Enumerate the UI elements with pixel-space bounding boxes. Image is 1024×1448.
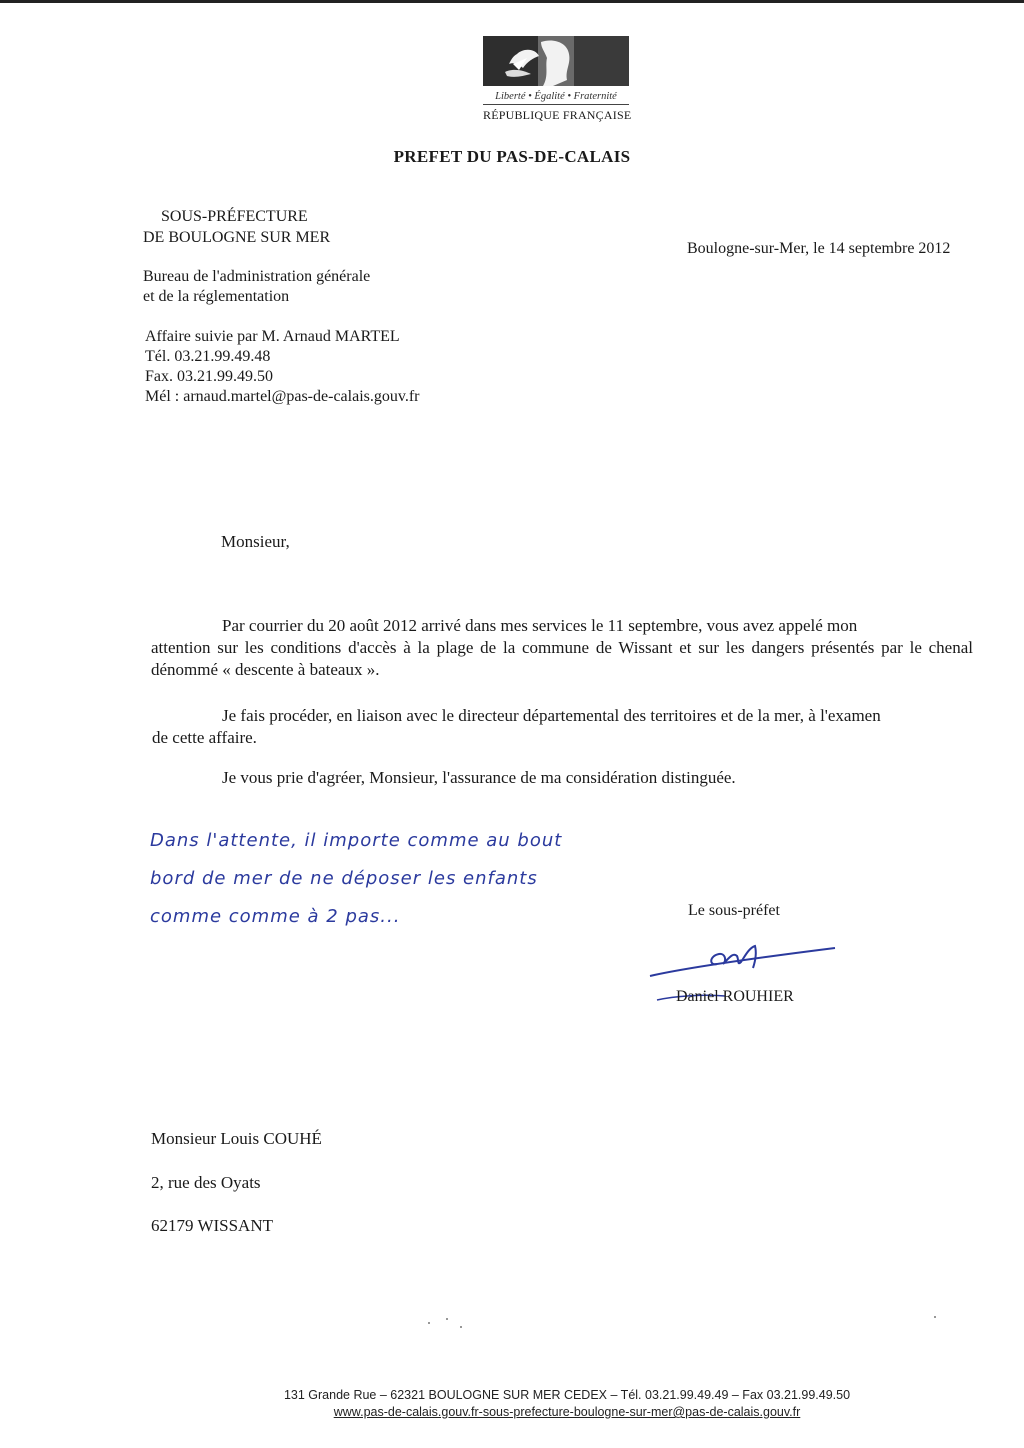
footer-links[interactable]: www.pas-de-calais.gouv.fr-sous-prefecture-boulogne-sur-mer@pas-de-calais.gouv.fr (333, 1405, 801, 1419)
scan-speck (446, 1318, 448, 1320)
handwritten-line-1: Dans l'attente, il importe comme au bout (150, 830, 563, 851)
paragraph-1-first-line: Par courrier du 20 août 2012 arrivé dans mes services le 11 septembre, vous avez appelé mon (222, 616, 858, 635)
office-line-2: DE BOULOGNE SUR MER (143, 229, 331, 246)
date-line: Boulogne-sur-Mer, le 14 septembre 2012 (687, 240, 951, 257)
bureau-line-2: et de la réglementation (143, 288, 290, 305)
bureau-line-1: Bureau de l'administration générale (143, 268, 371, 285)
recipient-name: Monsieur Louis COUHÉ (151, 1129, 322, 1148)
paragraph-2-rest: de cette affaire. (152, 728, 257, 747)
republic-motto: Liberté • Égalité • Fraternité (495, 91, 617, 102)
recipient-city: 62179 WISSANT (151, 1216, 273, 1235)
scan-speck (934, 1316, 936, 1318)
scan-speck (460, 1326, 462, 1328)
handwritten-note (150, 822, 563, 936)
republic-label: RÉPUBLIQUE FRANÇAISE (483, 108, 632, 122)
handwritten-line-3: comme comme à 2 pas... (150, 906, 401, 927)
sender-email: Mél : arnaud.martel@pas-de-calais.gouv.fr (145, 388, 420, 405)
footer-address: 131 Grande Rue – 62321 BOULOGNE SUR MER CEDEX – Tél. 03.21.99.49.49 – Fax 03.21.99.49.50 (283, 1388, 851, 1402)
sender-fax: Fax. 03.21.99.49.50 (145, 368, 273, 385)
recipient-street: 2, rue des Oyats (151, 1173, 261, 1192)
closing-formula: Je vous prie d'agréer, Monsieur, l'assurance de ma considération distinguée. (222, 768, 736, 787)
prefecture-title: PREFET DU PAS-DE-CALAIS (393, 147, 631, 166)
paragraph-2-first-line: Je fais procéder, en liaison avec le directeur départemental des territoires et de la mer, à l'examen (222, 706, 881, 725)
salutation: Monsieur, (221, 532, 290, 551)
signatory-name: Daniel ROUHIER (676, 988, 794, 1005)
handwritten-line-2: bord de mer de ne déposer les enfants (150, 868, 538, 889)
scan-speck (428, 1322, 430, 1324)
followed-by: Affaire suivie par M. Arnaud MARTEL (145, 328, 400, 345)
signatory-title: Le sous-préfet (688, 902, 780, 919)
sender-tel: Tél. 03.21.99.49.48 (145, 348, 271, 365)
paragraph-1-rest: attention sur les conditions d'accès à la plage de la commune de Wissant et sur les dangers présentés par le chenal dénommé « descente à bateaux ». (151, 638, 973, 679)
page-top-edge (0, 0, 1024, 3)
office-line-1: SOUS-PRÉFECTURE (161, 208, 308, 225)
logo-divider (483, 104, 629, 105)
marianne-logo (483, 36, 629, 86)
